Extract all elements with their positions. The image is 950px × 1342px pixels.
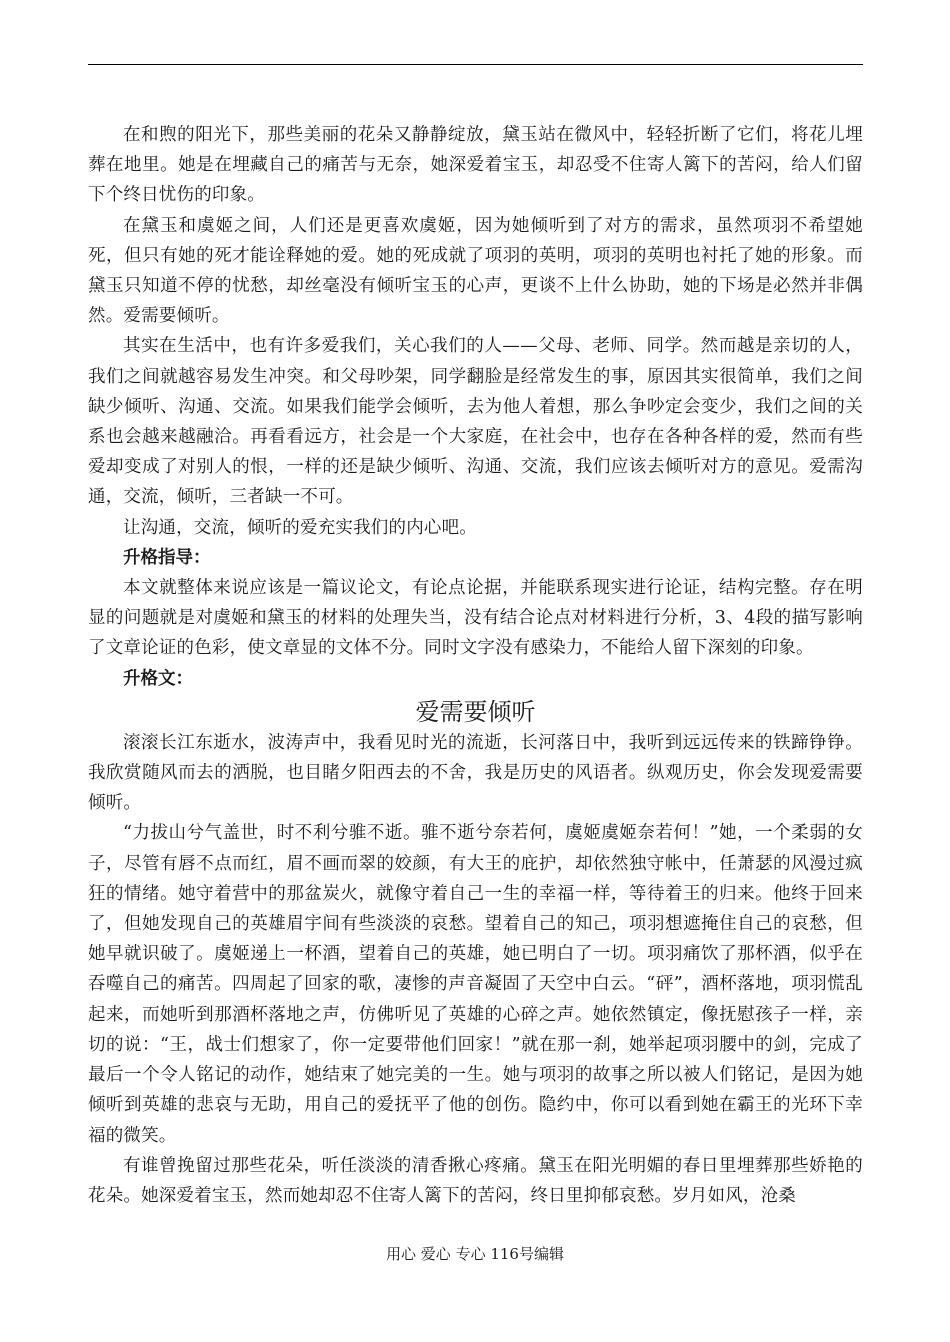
essay-paragraph: 滚滚长江东逝水，波涛声中，我看见时光的流逝，长河落日中，我听到远远传来的铁蹄铮铮。我欣赏随风而去的洒脱，也目睹夕阳西去的不舍，我是历史的风语者。纵观历史，你会发现爱需要倾听。 [88, 732, 863, 814]
essay-paragraph: “力拔山兮气盖世，时不利兮骓不逝。骓不逝兮奈若何，虞姬虞姬奈若何！”她，一个柔弱的女子，尽管有唇不点而红，眉不画而翠的姣颜，有大王的庇护，却依然独守帐中，任萧瑟的风漫过疯狂的情绪。她守着营中的那盆炭火，就像守着自己一生的幸福一样，等待着王的归来。他终于回来了，但她发现自己的英雄眉宇间有些淡淡的哀愁。望着自己的知己，项羽想遮掩住自己的哀愁，但她早就识破了。虞姬递上一杯酒，望着自己的英雄，她已明白了一切。项羽痛饮了那杯酒，似乎在吞噬自己的痛苦。四周起了回家的歌，凄惨的声音凝固了天空中白云。“砰”，酒杯落地，项羽慌乱起来，而她听到那酒杯落地之声，仿佛听见了英雄的心碎之声。她依然镇定，像抚慰孩子一样，亲切的说：“王，战士们想家了，你一定要带他们回家！”就在那一刹，她举起项羽腰中的剑，完成了最后一个令人铭记的动作，她结束了她完美的一生。她与项羽的故事之所以被人们铭记，是因为她倾听到英雄的悲哀与无助，用自己的爱抚平了他的创伤。隐约中，你可以看到她在霸王的光环下幸福的微笑。 [88, 823, 863, 1146]
paragraph: 在黛玉和虞姬之间，人们还是更喜欢虞姬，因为她倾听到了对方的需求，虽然项羽不希望她死，但只有她的死才能诠释她的爱。她的死成就了项羽的英明，项羽的英明也衬托了她的形象。而黛玉只知道不停的忧愁，却丝毫没有倾听宝玉的心声，更谈不上什么协助，她的下场是必然并非偶然。爱需要倾听。 [88, 215, 863, 327]
essay-title: 爱需要倾听 [415, 697, 536, 726]
document-body [88, 120, 863, 1211]
page-footer: 用心 爱心 专心 116号编辑 [386, 1245, 564, 1263]
essay-paragraph: 有谁曾挽留过那些花朵，听任淡淡的清香揪心疼痛。黛玉在阳光明媚的春日里埋葬那些娇艳的花朵。她深爱着宝玉，然而她却忍不住寄人篱下的苦闷，终日里抑郁哀愁。岁月如风，沧桑 [88, 1155, 863, 1206]
paragraph: 让沟通，交流，倾听的爱充实我们的内心吧。 [123, 517, 477, 538]
paragraph: 其实在生活中，也有许多爱我们，关心我们的人——父母、老师、同学。然而越是亲切的人，我们之间就越容易发生冲突。和父母吵架，同学翻脸是经常发生的事，原因其实很简单，我们之间缺少倾听、沟通、交流。如果我们能学会倾听，去为他人着想，那么争吵定会变少，我们之间的关系也会越来越融洽。再看看远方，社会是一个大家庭，在社会中，也存在各种各样的爱，然而有些爱却变成了对别人的恨，一样的还是缺少倾听、沟通、交流，我们应该去倾听对方的意见。爱需沟通，交流，倾听，三者缺一不可。 [88, 336, 863, 508]
guidance-heading: 升格指导： [123, 547, 211, 568]
guidance-text: 本文就整体来说应该是一篇议论文，有论点论据，并能联系现实进行论证，结构完整。存在明显的问题就是对虞姬和黛玉的材料的处理失当，没有结合论点对材料进行分析，3、4段的描写影响了文章论证的色彩，使文章显的文体不分。同时文字没有感染力，不能给人留下深刻的印象。 [88, 578, 863, 659]
paragraph: 在和煦的阳光下，那些美丽的花朵又静静绽放，黛玉站在微风中，轻轻折断了它们，将花儿埋葬在地里。她是在埋藏自己的痛苦与无奈，她深爱着宝玉，却忍受不住寄人篱下的苦闷，给人们留下个终日忧伤的印象。 [88, 125, 863, 206]
upgraded-heading: 升格文： [123, 668, 193, 689]
header-rule [88, 64, 863, 65]
